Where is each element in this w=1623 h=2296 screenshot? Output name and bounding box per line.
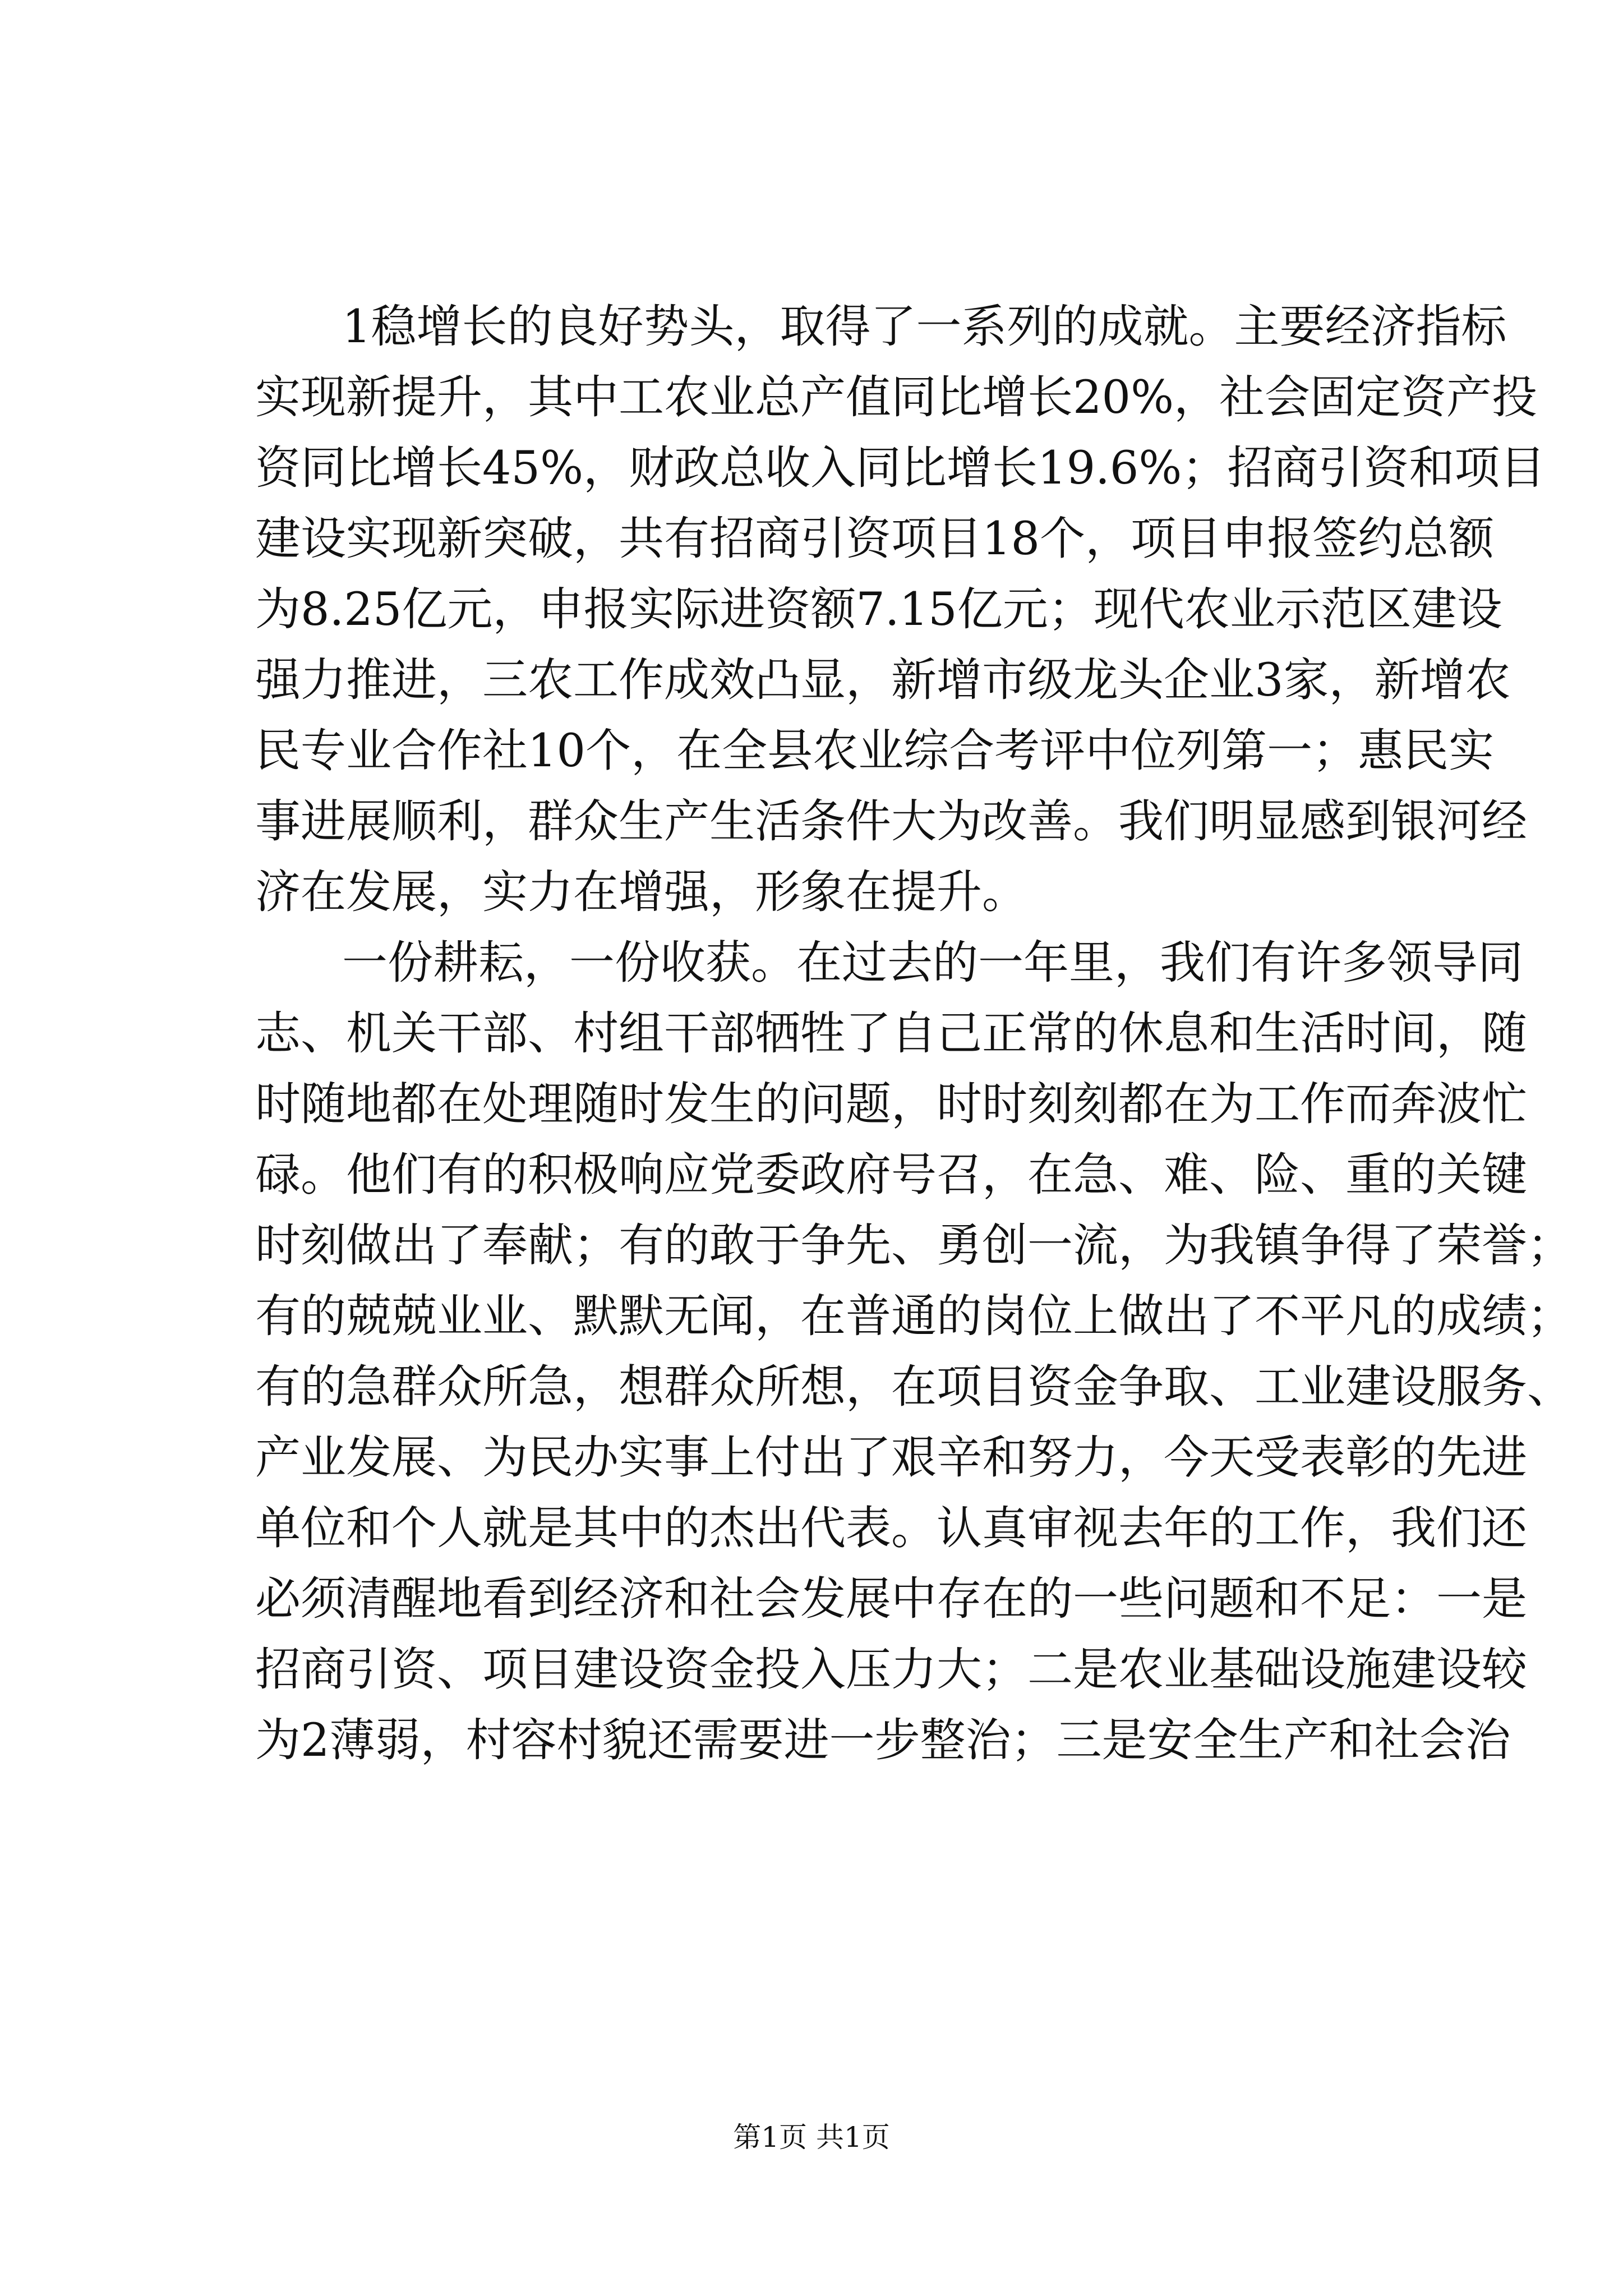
document-body bbox=[255, 292, 1573, 1776]
text-line: 时随地都在处理随时发生的问题，时时刻刻都在为工作而奔波忙 bbox=[255, 1078, 1528, 1131]
text-line: 有的急群众所急，想群众所想，在项目资金争取、工业建设服务、 bbox=[255, 1361, 1573, 1414]
text-line: 济在发展，实力在增强，形象在提升。 bbox=[255, 866, 1028, 919]
text-line: 单位和个人就是其中的杰出代表。认真审视去年的工作，我们还 bbox=[255, 1502, 1528, 1555]
text-line: 为2薄弱，村容村貌还需要进一步整治；三是安全生产和社会治 bbox=[255, 1714, 1511, 1767]
text-line: 强力推进，三农工作成效凸显，新增市级龙头企业3家，新增农 bbox=[255, 654, 1511, 707]
text-line: 实现新提升，其中工农业总产值同比增长20%，社会固定资产投 bbox=[255, 371, 1538, 424]
text-line: 资同比增长45%，财政总收入同比增长19.6%；招商引资和项目 bbox=[255, 442, 1546, 495]
text-line: 产业发展、为民办实事上付出了艰辛和努力，今天受表彰的先进 bbox=[255, 1432, 1528, 1484]
text-line: 一份耕耘，一份收获。在过去的一年里，我们有许多领导同 bbox=[342, 937, 1524, 990]
text-line: 事进展顺利，群众生产生活条件大为改善。我们明显感到银河经 bbox=[255, 795, 1528, 848]
text-line: 时刻做出了奉献；有的敢于争先、勇创一流，为我镇争得了荣誉； bbox=[255, 1220, 1573, 1272]
text-line: 建设实现新突破，共有招商引资项目18个，项目申报签约总额 bbox=[255, 513, 1495, 565]
text-line: 1稳增长的良好势头，取得了一系列的成就。主要经济指标 bbox=[342, 301, 1507, 353]
text-line: 有的兢兢业业、默默无闻，在普通的岗位上做出了不平凡的成绩； bbox=[255, 1290, 1573, 1343]
text-line: 碌。他们有的积极响应党委政府号召，在急、难、险、重的关键 bbox=[255, 1149, 1528, 1202]
text-line: 志、机关干部、村组干部牺牲了自己正常的休息和生活时间，随 bbox=[255, 1007, 1528, 1060]
text-line: 必须清醒地看到经济和社会发展中存在的一些问题和不足：一是 bbox=[255, 1573, 1528, 1626]
text-line: 招商引资、项目建设资金投入压力大；二是农业基础设施建设较 bbox=[255, 1644, 1528, 1696]
text-line: 为8.25亿元，申报实际进资额7.15亿元；现代农业示范区建设 bbox=[255, 583, 1502, 636]
text-line: 民专业合作社10个，在全县农业综合考评中位列第一；惠民实 bbox=[255, 725, 1495, 777]
page-number-footer: 第1页 共1页 bbox=[733, 2121, 890, 2154]
